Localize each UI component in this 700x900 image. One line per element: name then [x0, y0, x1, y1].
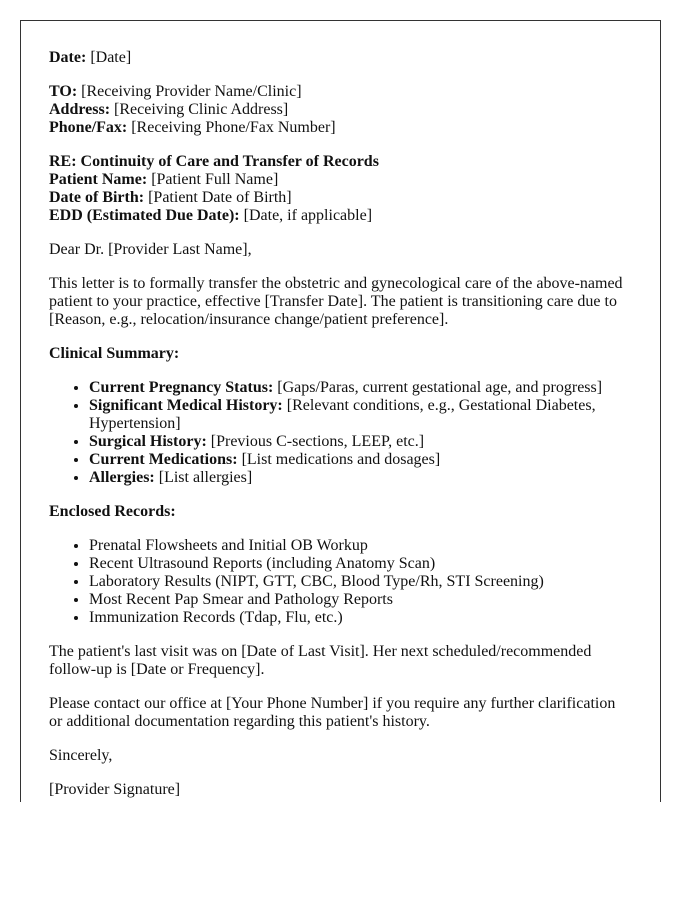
item-label: Current Medications:	[89, 451, 238, 468]
item-value: [List allergies]	[158, 469, 253, 486]
contact-paragraph: Please contact our office at [Your Phone Number] if you require any further clarification or additional documentation regarding this patient's history.	[49, 695, 616, 730]
item-label: Significant Medical History:	[89, 397, 283, 414]
item-label: Allergies:	[89, 469, 155, 486]
clinical-summary-heading	[49, 345, 632, 363]
clinical-summary-list	[49, 379, 632, 487]
item-value: [List medications and dosages]	[241, 451, 441, 468]
list-item	[89, 397, 632, 433]
address-line	[49, 101, 632, 119]
letter-document	[20, 20, 661, 802]
recipient-block	[49, 83, 632, 137]
last-visit-paragraph: The patient's last visit was on [Date of Last Visit]. Her next scheduled/recommended follow-up is [Date or Frequency].	[49, 643, 592, 678]
salutation: Dear Dr. [Provider Last Name],	[49, 241, 252, 258]
list-item: • Laboratory Results (NIPT, GTT, CBC, Blood Type/Rh, STI Screening)	[89, 573, 632, 591]
clinical-summary-title: Clinical Summary:	[49, 345, 180, 362]
intro-paragraph: This letter is to formally transfer the obstetric and gynecological care of the above-named patient to your practice, effective [Transfer Date]. The patient is transitioning care due to [Reason, e.g., relocation/insurance change/patient preference].	[49, 275, 623, 328]
item-value: [Gaps/Paras, current gestational age, and progress]	[277, 379, 603, 396]
signature: [Provider Signature]	[49, 781, 181, 798]
edd-line	[49, 207, 632, 225]
list-item	[89, 469, 632, 487]
list-item: • Immunization Records (Tdap, Flu, etc.)	[89, 609, 632, 627]
date-value: [Date]	[90, 49, 132, 66]
enclosed-records-title: Enclosed Records:	[49, 503, 176, 520]
list-item: • Most Recent Pap Smear and Pathology Reports	[89, 591, 632, 609]
edd-label: EDD (Estimated Due Date):	[49, 207, 240, 224]
enclosed-records-heading	[49, 503, 632, 521]
re-line	[49, 153, 632, 171]
address-value: [Receiving Clinic Address]	[114, 101, 289, 118]
phone-fax-value: [Receiving Phone/Fax Number]	[131, 119, 336, 136]
patient-name-line	[49, 171, 632, 189]
address-label: Address:	[49, 101, 111, 118]
patient-name-value: [Patient Full Name]	[151, 171, 279, 188]
item-label: Current Pregnancy Status:	[89, 379, 274, 396]
dob-label: Date of Birth:	[49, 189, 145, 206]
dob-value: [Patient Date of Birth]	[148, 189, 292, 206]
to-line	[49, 83, 632, 101]
list-item	[89, 379, 632, 397]
date-line	[49, 49, 632, 67]
dob-line	[49, 189, 632, 207]
item-label: Surgical History:	[89, 433, 207, 450]
phone-fax-label: Phone/Fax:	[49, 119, 128, 136]
patient-name-label: Patient Name:	[49, 171, 148, 188]
date-label: Date:	[49, 49, 87, 66]
subject-block	[49, 153, 632, 225]
to-label: TO:	[49, 83, 78, 100]
edd-value: [Date, if applicable]	[243, 207, 373, 224]
item-value: [Previous C-sections, LEEP, etc.]	[210, 433, 425, 450]
to-value: [Receiving Provider Name/Clinic]	[81, 83, 302, 100]
phone-fax-line	[49, 119, 632, 137]
closing: Sincerely,	[49, 747, 113, 764]
list-item	[89, 451, 632, 469]
list-item: • Recent Ultrasound Reports (including Anatomy Scan)	[89, 555, 632, 573]
re-subject: RE: Continuity of Care and Transfer of Records	[49, 153, 379, 170]
enclosed-records-list	[49, 537, 632, 627]
list-item: • Prenatal Flowsheets and Initial OB Workup	[89, 537, 632, 555]
item-value: [Relevant conditions, e.g., Gestational Diabetes, Hypertension]	[89, 397, 596, 432]
list-item	[89, 433, 632, 451]
